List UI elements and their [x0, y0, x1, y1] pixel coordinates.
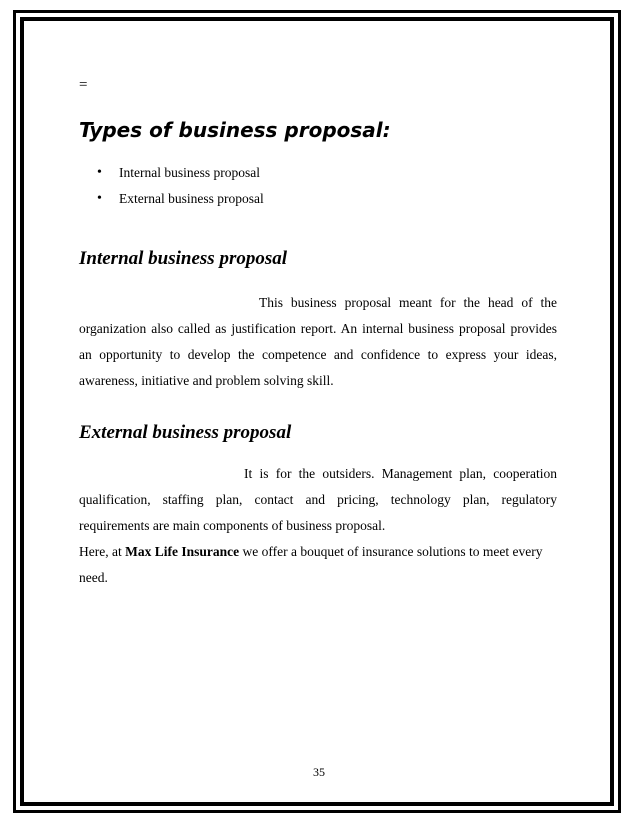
internal-paragraph: This business proposal meant for the head of the organization also called as justification report. An internal business proposal provides an opportunity to develop the competence and confidence to express your ideas, awareness, initiative and problem solving skill.: [79, 295, 557, 388]
closing-prefix: Here, at: [79, 544, 126, 559]
closing-paragraph: [79, 539, 557, 591]
list-item: [97, 189, 264, 215]
internal-heading: Internal business proposal: [79, 248, 288, 269]
list-item: [97, 163, 264, 189]
main-heading: Types of business proposal:: [79, 118, 391, 142]
company-name: Max Life Insurance: [125, 544, 240, 559]
list-item-label: Internal business proposal: [119, 165, 260, 180]
top-mark: =: [79, 77, 88, 93]
proposal-types-list: [97, 163, 264, 215]
bullet-icon: •: [97, 191, 102, 206]
external-paragraph: It is for the outsiders. Management plan, cooperation qualification, staffing plan, contact and pricing, technology plan, regulatory requirements are main components of business proposal.: [79, 466, 557, 533]
page-number: 35: [313, 765, 325, 779]
closing-suffix: we offer a bouquet of insurance solutions to meet every need.: [79, 544, 543, 585]
external-heading: External business proposal: [79, 422, 292, 443]
list-item-label: External business proposal: [119, 191, 264, 206]
bullet-icon: •: [97, 165, 102, 180]
